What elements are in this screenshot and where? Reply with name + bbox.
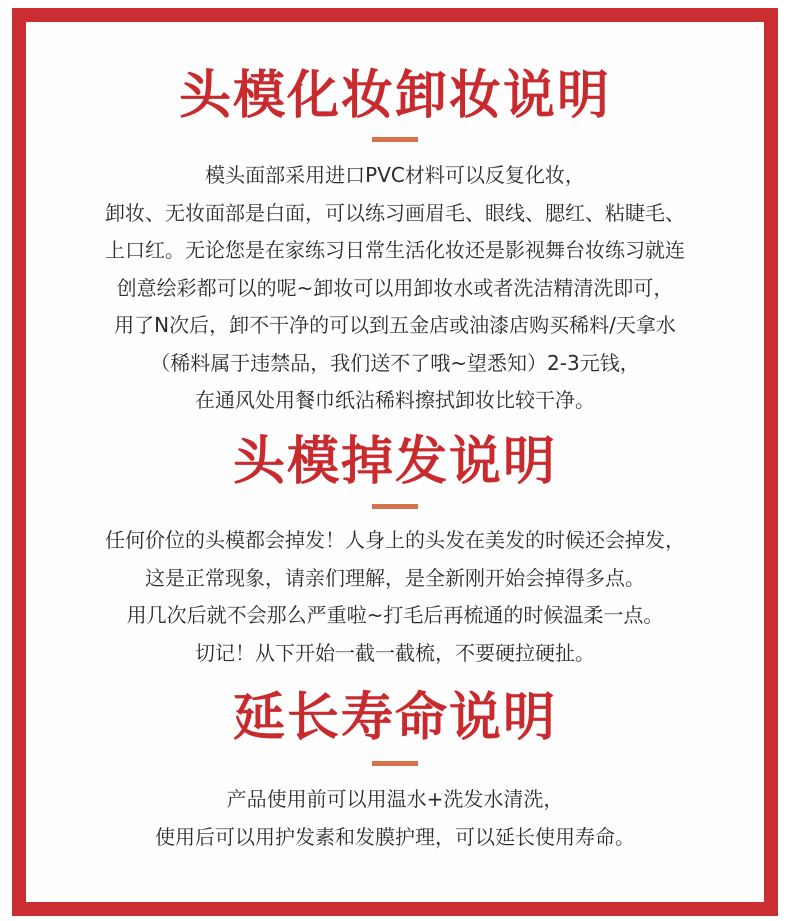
text-line: 用了N次后，卸不干净的可以到五金店或油漆店购买稀料/天拿水 — [114, 313, 676, 337]
title-divider — [372, 137, 418, 142]
text-line: 使用后可以用护发素和发膜护理，可以延长使用寿命。 — [155, 824, 635, 849]
title-divider — [372, 761, 418, 766]
makeup-removal-title: 头模化妆卸妆说明 — [178, 66, 611, 126]
text-line: 这是正常现象，请亲们理解，是全新刚开始会掉得多点。 — [145, 565, 645, 590]
text-line: （稀料属于违禁品，我们送不了哦~望悉知）2-3元钱， — [150, 350, 640, 375]
text-line: 用几次后就不会那么严重啦~打毛后再梳通的时候温柔一点。 — [126, 603, 664, 627]
lifespan-text — [0, 781, 790, 856]
text-line: 创意绘彩都可以的呢~卸妆可以用卸妆水或者洗洁精清洗即可， — [116, 275, 674, 300]
title-divider — [372, 504, 418, 509]
lifespan-title: 延长寿命说明 — [232, 688, 557, 748]
makeup-removal-text — [0, 157, 790, 420]
text-line: 产品使用前可以用温水+洗发水清洗， — [226, 787, 564, 811]
text-line: 模头面部采用进口PVC材料可以反复化妆， — [205, 163, 585, 187]
hair-loss-text — [0, 522, 790, 672]
text-line: 切记！从下开始一截一截梳，不要硬拉硬扯。 — [195, 640, 595, 665]
hair-loss-title: 头模掉发说明 — [232, 432, 557, 492]
text-line: 任何价位的头模都会掉发！人身上的头发在美发的时候还会掉发， — [105, 528, 685, 552]
text-line: 卸妆、无妆面部是白面，可以练习画眉毛、眼线、腮红、粘睫毛、 — [105, 200, 685, 225]
text-line: 在通风处用餐巾纸沾稀料擦拭卸妆比较干净。 — [195, 388, 595, 412]
text-line: 上口红。无论您是在家练习日常生活化妆还是影视舞台妆练习就连 — [105, 238, 685, 262]
